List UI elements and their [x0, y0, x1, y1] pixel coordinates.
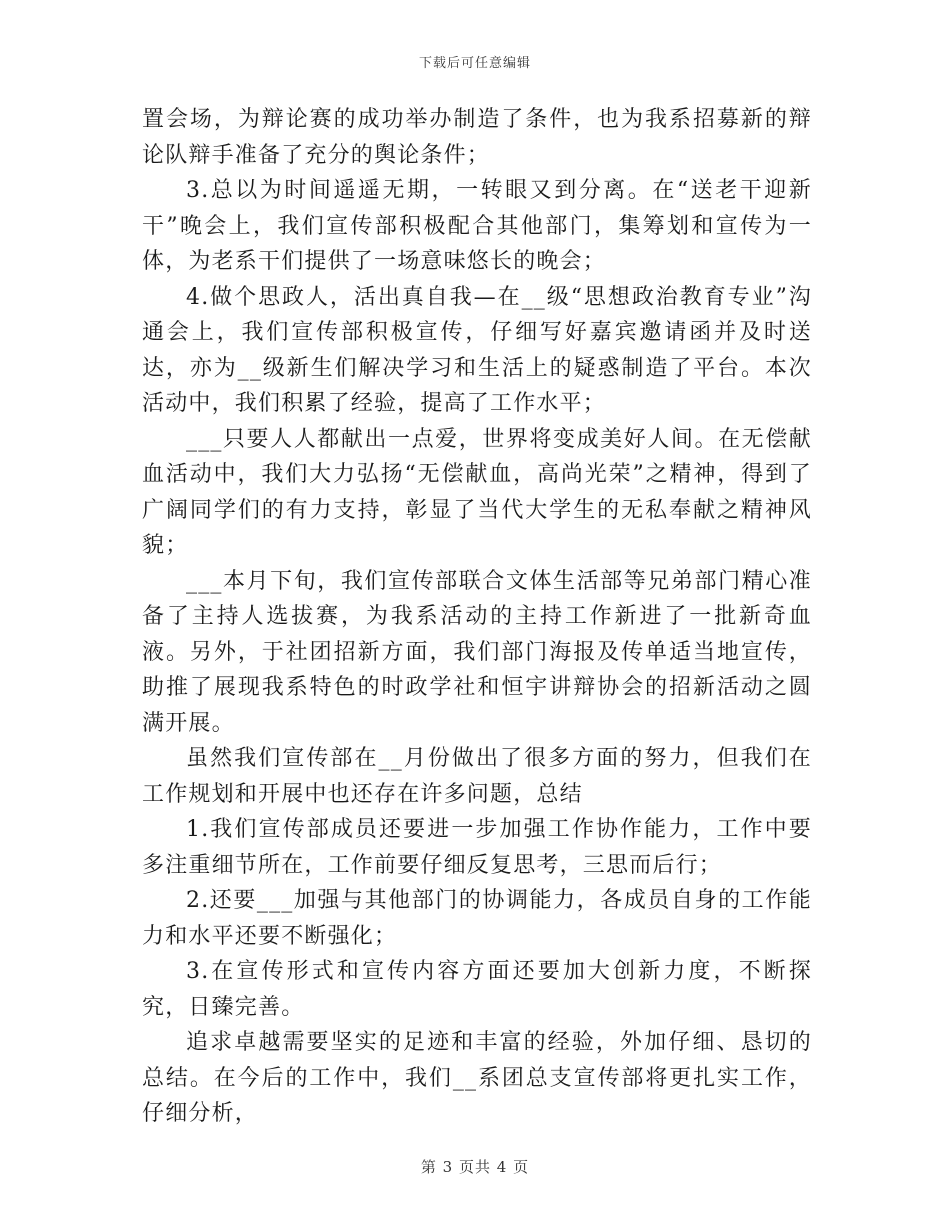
- paragraph: 置会场，为辩论赛的成功举办制造了条件，也为我系招募新的辩论队辩手准备了充分的舆论条件；: [142, 107, 812, 168]
- paragraph: ___本月下旬，我们宣传部联合文体生活部等兄弟部门精心准备了主持人选拔赛，为我系活动的主持工作新进了一批新奇血液。另外，于社团招新方面，我们部门海报及传单适当地宣传，助推了展现我系特色的时政学社和恒宇讲辩协会的招新活动之圆满开展。: [142, 568, 812, 736]
- paragraph: 3.总以为时间遥遥无期，一转眼又到分离。在“送老干迎新干”晚会上，我们宣传部积极配合其他部门，集筹划和宣传为一体，为老系干们提供了一场意味悠长的晚会；: [142, 178, 812, 274]
- paragraph: 4.做个思政人，活出真自我—在__级“思想政治教育专业”沟通会上，我们宣传部积极宣传，仔细写好嘉宾邀请函并及时送达，亦为__级新生们解决学习和生活上的疑惑制造了平台。本次活动中，我们积累了经验，提高了工作水平；: [142, 284, 812, 416]
- paragraph: 2.还要___加强与其他部门的协调能力，各成员自身的工作能力和水平还要不断强化；: [142, 888, 812, 949]
- paragraph: 1.我们宣传部成员还要进一步加强工作协作能力，工作中要多注重细节所在，工作前要仔细反复思考，三思而后行；: [142, 817, 812, 878]
- page-header: 下载后可任意编辑: [418, 56, 531, 71]
- paragraph: 虽然我们宣传部在__月份做出了很多方面的努力，但我们在工作规划和开展中也还存在许多问题，总结: [142, 746, 812, 807]
- paragraph: 3.在宣传形式和宣传内容方面还要加大创新力度，不断探究，日臻完善。: [142, 959, 812, 1020]
- page-footer: 第 3 页共 4 页: [420, 1158, 530, 1176]
- paragraph: ___只要人人都献出一点爱，世界将变成美好人间。在无偿献血活动中，我们大力弘扬“无偿献血，高尚光荣”之精神，得到了广阔同学们的有力支持，彰显了当代大学生的无私奉献之精神风貌；: [142, 426, 812, 558]
- paragraph: 追求卓越需要坚实的足迹和丰富的经验，外加仔细、恳切的总结。在今后的工作中，我们__系团总支宣传部将更扎实工作，仔细分析，: [142, 1030, 812, 1126]
- document-body: [142, 102, 812, 1132]
